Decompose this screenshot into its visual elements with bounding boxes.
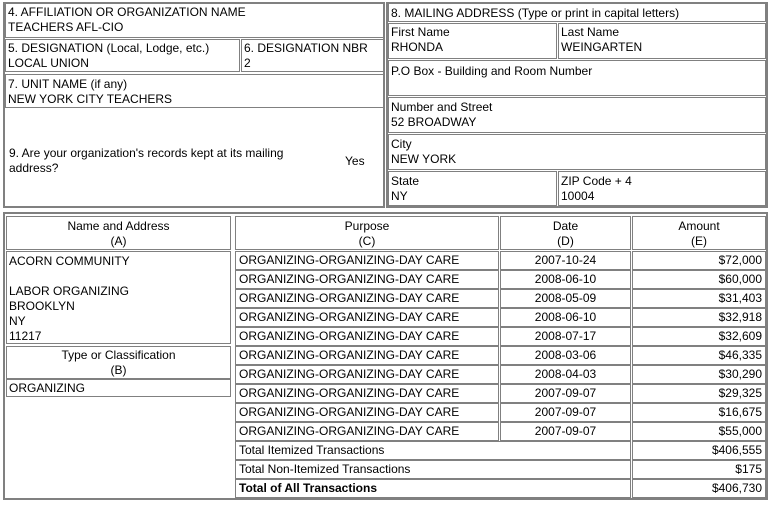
row-date: 2007-09-07 bbox=[500, 384, 631, 403]
row-amount: $31,403 bbox=[632, 289, 766, 308]
state-cell bbox=[388, 171, 557, 206]
row-date: 2008-03-06 bbox=[500, 346, 631, 365]
row-date: 2008-06-10 bbox=[500, 308, 631, 327]
table-row bbox=[235, 327, 766, 346]
total-all-row bbox=[235, 479, 766, 498]
last-name-label: Last Name bbox=[561, 25, 620, 39]
state-value: NY bbox=[391, 189, 408, 203]
unit-name-value: NEW YORK CITY TEACHERS bbox=[8, 92, 173, 106]
row-amount: $46,335 bbox=[632, 346, 766, 365]
transaction-rows bbox=[235, 251, 766, 441]
row-purpose: ORGANIZING-ORGANIZING-DAY CARE bbox=[235, 365, 499, 384]
designation-cell bbox=[5, 39, 240, 72]
mailing-title-cell bbox=[388, 3, 766, 22]
designation-nbr-value: 2 bbox=[244, 56, 251, 70]
type-value: ORGANIZING bbox=[9, 381, 86, 395]
row-amount: $29,325 bbox=[632, 384, 766, 403]
payee-name-line3: LABOR ORGANIZING bbox=[9, 284, 130, 298]
row-date: 2007-09-07 bbox=[500, 422, 631, 441]
payee-address-cell bbox=[6, 251, 231, 344]
designation-nbr-label: 6. DESIGNATION NBR bbox=[244, 41, 368, 55]
type-header-label: Type or Classification bbox=[61, 348, 176, 362]
affiliation-label: 4. AFFILIATION OR ORGANIZATION NAME bbox=[8, 5, 246, 19]
city-cell bbox=[388, 134, 766, 170]
row-amount: $16,675 bbox=[632, 403, 766, 422]
purpose-header-label: Purpose bbox=[344, 219, 390, 233]
row-amount: $55,000 bbox=[632, 422, 766, 441]
row-amount: $30,290 bbox=[632, 365, 766, 384]
row-amount: $32,609 bbox=[632, 327, 766, 346]
name-address-header bbox=[6, 216, 231, 250]
records-question-cell bbox=[5, 110, 385, 206]
amount-header bbox=[632, 216, 766, 250]
row-purpose: ORGANIZING-ORGANIZING-DAY CARE bbox=[235, 384, 499, 403]
date-header-label: Date bbox=[552, 219, 579, 233]
amount-header-code: (E) bbox=[691, 234, 707, 248]
table-row bbox=[235, 403, 766, 422]
total-non-itemized-row bbox=[235, 460, 766, 479]
first-name-value: RHONDA bbox=[391, 40, 444, 54]
name-address-header-code: (A) bbox=[110, 234, 127, 248]
designation-value: LOCAL UNION bbox=[8, 56, 89, 70]
total-itemized-row bbox=[235, 441, 766, 460]
city-value: NEW YORK bbox=[391, 152, 457, 166]
row-amount: $72,000 bbox=[632, 251, 766, 270]
row-amount: $32,918 bbox=[632, 308, 766, 327]
total-all-label: Total of All Transactions bbox=[235, 479, 631, 498]
row-purpose: ORGANIZING-ORGANIZING-DAY CARE bbox=[235, 422, 499, 441]
type-value-cell bbox=[6, 379, 231, 397]
designation-nbr-cell bbox=[241, 39, 385, 72]
mailing-title: 8. MAILING ADDRESS (Type or print in capital letters) bbox=[391, 6, 680, 20]
row-date: 2007-10-24 bbox=[500, 251, 631, 270]
payee-state: NY bbox=[9, 314, 26, 328]
records-question-line2: address? bbox=[9, 161, 59, 175]
affiliation-cell bbox=[5, 3, 385, 38]
purpose-header-code: (C) bbox=[358, 234, 376, 248]
street-value: 52 BROADWAY bbox=[391, 115, 477, 129]
type-header bbox=[6, 346, 231, 379]
payee-name-line1: ACORN COMMUNITY bbox=[9, 254, 130, 268]
row-purpose: ORGANIZING-ORGANIZING-DAY CARE bbox=[235, 289, 499, 308]
records-question-line1: 9. Are your organization's records kept at its mailing bbox=[9, 146, 284, 160]
row-date: 2007-09-07 bbox=[500, 403, 631, 422]
row-purpose: ORGANIZING-ORGANIZING-DAY CARE bbox=[235, 346, 499, 365]
payee-column bbox=[6, 216, 231, 396]
row-date: 2008-06-10 bbox=[500, 270, 631, 289]
row-date: 2008-07-17 bbox=[500, 327, 631, 346]
table-row bbox=[235, 365, 766, 384]
amount-header-label: Amount bbox=[678, 219, 720, 233]
pobox-cell bbox=[388, 60, 766, 96]
designation-label: 5. DESIGNATION (Local, Lodge, etc.) bbox=[8, 41, 210, 55]
row-date: 2008-04-03 bbox=[500, 365, 631, 384]
city-label: City bbox=[391, 137, 412, 151]
type-header-code: (B) bbox=[110, 363, 127, 377]
last-name-cell bbox=[558, 23, 766, 59]
row-purpose: ORGANIZING-ORGANIZING-DAY CARE bbox=[235, 270, 499, 289]
name-address-header-label: Name and Address bbox=[67, 219, 170, 233]
row-purpose: ORGANIZING-ORGANIZING-DAY CARE bbox=[235, 251, 499, 270]
unit-name-label: 7. UNIT NAME (if any) bbox=[8, 77, 128, 91]
street-label: Number and Street bbox=[391, 100, 493, 114]
row-amount: $60,000 bbox=[632, 270, 766, 289]
last-name-value: WEINGARTEN bbox=[561, 40, 643, 54]
purpose-header bbox=[235, 216, 499, 250]
first-name-cell bbox=[388, 23, 557, 59]
transactions-table bbox=[235, 216, 766, 499]
pobox-label: P.O Box - Building and Room Number bbox=[391, 64, 593, 78]
first-name-label: First Name bbox=[391, 25, 450, 39]
total-non-itemized-label: Total Non-Itemized Transactions bbox=[235, 460, 631, 479]
affiliation-value: TEACHERS AFL-CIO bbox=[8, 20, 124, 34]
zip-value: 10004 bbox=[561, 189, 595, 203]
row-purpose: ORGANIZING-ORGANIZING-DAY CARE bbox=[235, 327, 499, 346]
total-itemized-label: Total Itemized Transactions bbox=[235, 441, 631, 460]
state-label: State bbox=[391, 174, 420, 188]
row-purpose: ORGANIZING-ORGANIZING-DAY CARE bbox=[235, 308, 499, 327]
total-itemized-value: $406,555 bbox=[632, 441, 766, 460]
payee-zip: 11217 bbox=[9, 329, 42, 343]
total-non-itemized-value: $175 bbox=[632, 460, 766, 479]
zip-label: ZIP Code + 4 bbox=[561, 174, 632, 188]
zip-cell bbox=[558, 171, 766, 206]
payee-city: BROOKLYN bbox=[9, 299, 75, 313]
date-header bbox=[500, 216, 631, 250]
table-row bbox=[235, 384, 766, 403]
street-cell bbox=[388, 97, 766, 133]
table-row bbox=[235, 422, 766, 441]
records-answer: Yes bbox=[345, 154, 365, 168]
total-all-value: $406,730 bbox=[632, 479, 766, 498]
row-purpose: ORGANIZING-ORGANIZING-DAY CARE bbox=[235, 403, 499, 422]
table-row bbox=[235, 251, 766, 270]
table-row bbox=[235, 289, 766, 308]
table-row bbox=[235, 270, 766, 289]
unit-name-cell bbox=[5, 74, 385, 108]
row-date: 2008-05-09 bbox=[500, 289, 631, 308]
table-row bbox=[235, 346, 766, 365]
table-row bbox=[235, 308, 766, 327]
date-header-code: (D) bbox=[557, 234, 574, 248]
